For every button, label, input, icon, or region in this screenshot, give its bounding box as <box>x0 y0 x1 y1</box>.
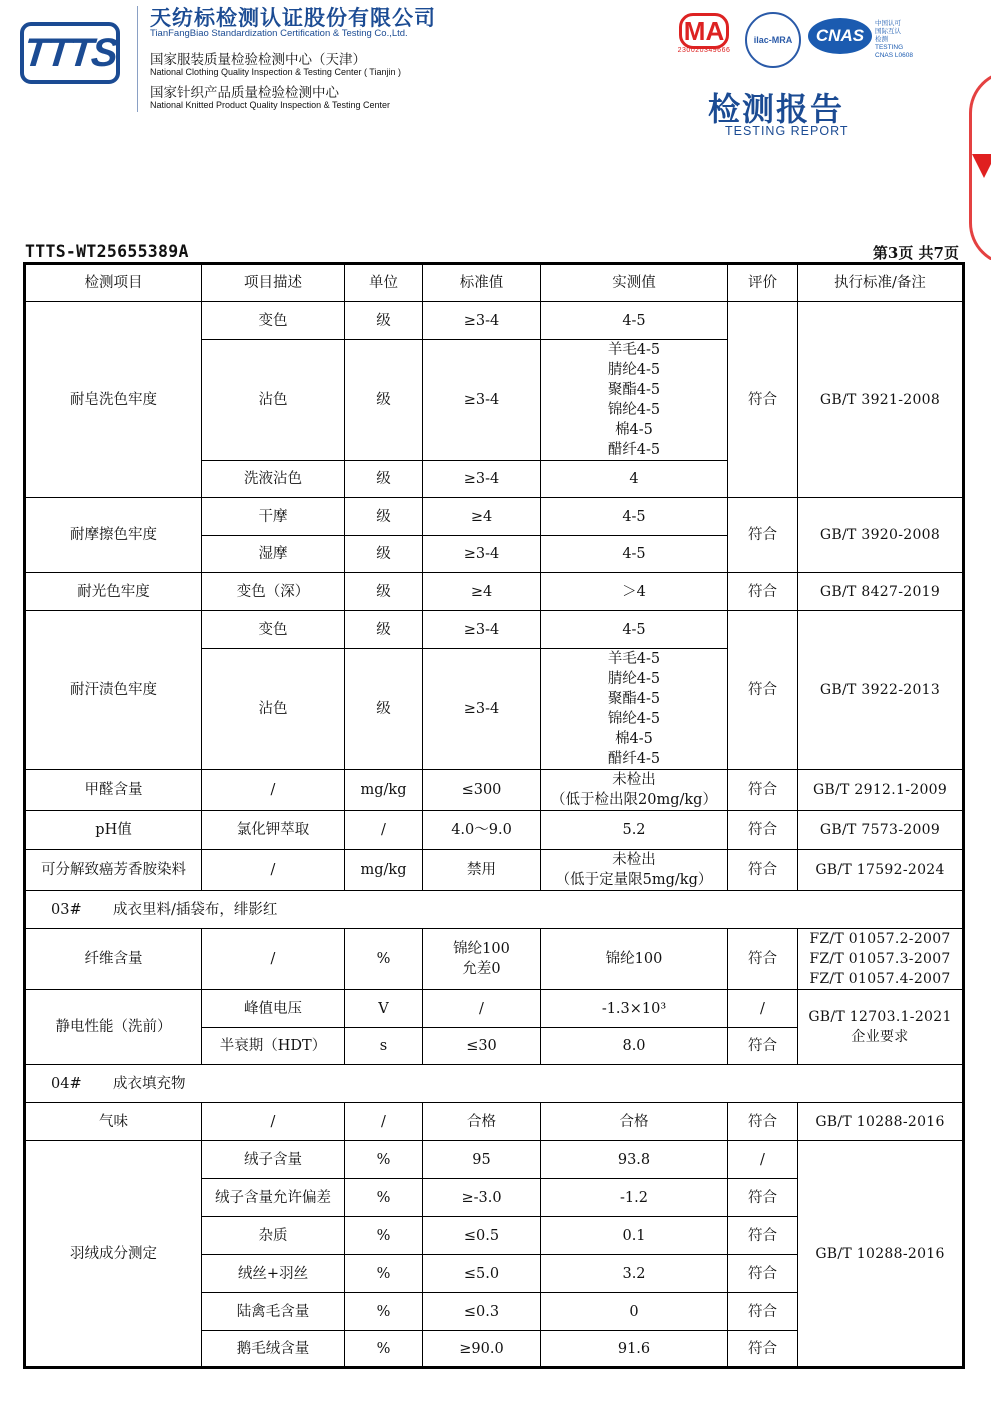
page-number: 第3页 共7页 <box>872 244 959 262</box>
eval-cell: 符合 <box>728 1179 798 1217</box>
std-cell: ≥-3.0 <box>423 1179 541 1217</box>
report-title-cn: 检测报告 <box>708 90 845 128</box>
center2-name-en: National Knitted Product Quality Inspection & Testing Center <box>150 100 390 110</box>
unit-cell: s <box>345 1028 423 1065</box>
value-cell: 4 <box>541 461 728 498</box>
results-table <box>23 262 965 1369</box>
table-row <box>25 573 964 611</box>
col-header: 评价 <box>728 264 798 302</box>
desc-cell: 变色 <box>202 302 345 340</box>
table-row <box>25 770 964 811</box>
value-cell: 4-5 <box>541 302 728 340</box>
value-cell: 未检出 （低于定量限5mg/kg） <box>541 850 728 891</box>
unit-cell: 级 <box>345 302 423 340</box>
desc-cell: 绒子含量允许偏差 <box>202 1179 345 1217</box>
eval-cell: 符合 <box>728 1293 798 1331</box>
eval-cell: 符合 <box>728 811 798 850</box>
desc-cell: 湿摩 <box>202 536 345 573</box>
desc-cell: 半衰期（HDT） <box>202 1028 345 1065</box>
cnas-text <box>875 20 913 60</box>
unit-cell: 级 <box>345 461 423 498</box>
eval-cell: 符合 <box>728 611 798 770</box>
desc-cell: 变色（深） <box>202 573 345 611</box>
value-cell: 5.2 <box>541 811 728 850</box>
unit-cell: % <box>345 1217 423 1255</box>
table-header-row <box>25 264 964 302</box>
table-row <box>25 498 964 536</box>
standard-cell: GB/T 8427-2019 <box>798 573 964 611</box>
std-cell: ≤300 <box>423 770 541 811</box>
cnas-logo <box>808 18 872 54</box>
eval-cell: 符合 <box>728 850 798 891</box>
value-cell: 0.1 <box>541 1217 728 1255</box>
unit-cell: % <box>345 1255 423 1293</box>
std-cell: ≥4 <box>423 498 541 536</box>
std-cell: 合格 <box>423 1103 541 1141</box>
std-cell: ≥3-4 <box>423 611 541 649</box>
item-cell: 耐摩擦色牢度 <box>25 498 202 573</box>
std-cell: ≥3-4 <box>423 302 541 340</box>
desc-cell: 变色 <box>202 611 345 649</box>
col-header: 标准值 <box>423 264 541 302</box>
table-row <box>25 811 964 850</box>
cma-cert-logo <box>673 18 735 54</box>
col-header: 执行标准/备注 <box>798 264 964 302</box>
unit-cell: / <box>345 811 423 850</box>
seal-stamp <box>966 70 991 260</box>
ilac-text: ilac-MRA <box>753 35 793 45</box>
eval-cell: 符合 <box>728 498 798 573</box>
standard-cell: GB/T 3922-2013 <box>798 611 964 770</box>
desc-cell: 陆禽毛含量 <box>202 1293 345 1331</box>
item-cell: 纤维含量 <box>25 929 202 990</box>
eval-cell: / <box>728 1141 798 1179</box>
section-title-cell <box>25 1065 964 1103</box>
value-cell: 93.8 <box>541 1141 728 1179</box>
std-cell: ≥90.0 <box>423 1331 541 1368</box>
unit-cell: 级 <box>345 611 423 649</box>
value-cell: 4-5 <box>541 611 728 649</box>
center1-name-cn: 国家服装质量检验检测中心（天津） <box>150 52 366 67</box>
std-cell: / <box>423 990 541 1028</box>
unit-cell: 级 <box>345 573 423 611</box>
value-cell: 91.6 <box>541 1331 728 1368</box>
value-cell: 合格 <box>541 1103 728 1141</box>
desc-cell: 杂质 <box>202 1217 345 1255</box>
standard-cell: GB/T 3921-2008 <box>798 302 964 498</box>
unit-cell: 级 <box>345 498 423 536</box>
standard-cell: FZ/T 01057.2-2007 FZ/T 01057.3-2007 FZ/T 01057.4-2007 <box>798 929 964 990</box>
section-title: 成衣里料/插袋布，绯影红 <box>113 901 278 918</box>
std-cell: 锦纶100 允差0 <box>423 929 541 990</box>
col-header: 检测项目 <box>25 264 202 302</box>
desc-cell: 峰值电压 <box>202 990 345 1028</box>
value-cell: 0 <box>541 1293 728 1331</box>
col-header: 实测值 <box>541 264 728 302</box>
cnas-line: 检测 <box>875 36 888 43</box>
eval-cell: 符合 <box>728 1331 798 1368</box>
item-cell: 气味 <box>25 1103 202 1141</box>
unit-cell: % <box>345 1179 423 1217</box>
section-title: 成衣填充物 <box>113 1075 186 1092</box>
value-cell: 4-5 <box>541 536 728 573</box>
col-header: 单位 <box>345 264 423 302</box>
cnas-line: TESTING <box>875 44 904 51</box>
section-code: 04# <box>51 1075 82 1092</box>
desc-cell: 沾色 <box>202 340 345 461</box>
company-logo <box>20 22 120 84</box>
std-cell: 禁用 <box>423 850 541 891</box>
item-cell: 耐光色牢度 <box>25 573 202 611</box>
cma-mark: MA <box>679 13 729 49</box>
unit-cell: V <box>345 990 423 1028</box>
desc-cell: 洗液沾色 <box>202 461 345 498</box>
std-cell: 4.0～9.0 <box>423 811 541 850</box>
ilac-mra-logo <box>745 12 801 68</box>
standard-cell: GB/T 12703.1-2021 企业要求 <box>798 990 964 1065</box>
desc-cell: 沾色 <box>202 649 345 770</box>
standard-cell: GB/T 10288-2016 <box>798 1141 964 1368</box>
table-row <box>25 611 964 649</box>
unit-cell: 级 <box>345 649 423 770</box>
eval-cell: 符合 <box>728 1217 798 1255</box>
table-row <box>25 990 964 1028</box>
report-id: TTTS-WT25655389A <box>25 242 189 261</box>
value-cell: -1.3×10³ <box>541 990 728 1028</box>
eval-cell: / <box>728 990 798 1028</box>
value-cell: 锦纶100 <box>541 929 728 990</box>
item-cell: pH值 <box>25 811 202 850</box>
table-row <box>25 850 964 891</box>
item-cell: 耐皂洗色牢度 <box>25 302 202 498</box>
value-cell: -1.2 <box>541 1179 728 1217</box>
unit-cell: / <box>345 1103 423 1141</box>
desc-cell: / <box>202 850 345 891</box>
std-cell: ≥3-4 <box>423 536 541 573</box>
unit-cell: % <box>345 929 423 990</box>
center2-name-cn: 国家针织产品质量检验检测中心 <box>150 85 339 100</box>
table-row <box>25 1141 964 1179</box>
eval-cell: 符合 <box>728 573 798 611</box>
std-cell: ≥3-4 <box>423 461 541 498</box>
desc-cell: / <box>202 1103 345 1141</box>
unit-cell: mg/kg <box>345 850 423 891</box>
section-row <box>25 1065 964 1103</box>
unit-cell: 级 <box>345 340 423 461</box>
desc-cell: / <box>202 929 345 990</box>
standard-cell: GB/T 2912.1-2009 <box>798 770 964 811</box>
company-name-cn: 天纺标检测认证股份有限公司 <box>150 7 436 30</box>
logo-text: TTTS <box>21 30 119 75</box>
value-cell: 4-5 <box>541 498 728 536</box>
eval-cell: 符合 <box>728 929 798 990</box>
table-row <box>25 929 964 990</box>
standard-cell: GB/T 17592-2024 <box>798 850 964 891</box>
item-cell: 静电性能（洗前） <box>25 990 202 1065</box>
std-cell: 95 <box>423 1141 541 1179</box>
value-cell: 8.0 <box>541 1028 728 1065</box>
section-code: 03# <box>51 901 82 918</box>
section-row <box>25 891 964 929</box>
std-cell: ≤30 <box>423 1028 541 1065</box>
cnas-logo-text: CNAS <box>815 26 865 45</box>
center1-name-en: National Clothing Quality Inspection & Testing Center ( Tianjin ) <box>150 67 401 77</box>
item-cell: 耐汗渍色牢度 <box>25 611 202 770</box>
unit-cell: % <box>345 1331 423 1368</box>
value-cell: 羊毛4-5 腈纶4-5 聚酯4-5 锦纶4-5 棉4-5 醋纤4-5 <box>541 649 728 770</box>
value-cell: ＞4 <box>541 573 728 611</box>
standard-cell: GB/T 7573-2009 <box>798 811 964 850</box>
eval-cell: 符合 <box>728 770 798 811</box>
cnas-line: CNAS L0608 <box>875 52 913 59</box>
section-title-cell <box>25 891 964 929</box>
unit-cell: % <box>345 1141 423 1179</box>
standard-cell: GB/T 10288-2016 <box>798 1103 964 1141</box>
table-row <box>25 302 964 340</box>
eval-cell: 符合 <box>728 1103 798 1141</box>
std-cell: ≥3-4 <box>423 340 541 461</box>
item-cell: 羽绒成分测定 <box>25 1141 202 1368</box>
desc-cell: 干摩 <box>202 498 345 536</box>
eval-cell: 符合 <box>728 1028 798 1065</box>
cnas-line: 国际互认 <box>875 28 901 35</box>
value-cell: 羊毛4-5 腈纶4-5 聚酯4-5 锦纶4-5 棉4-5 醋纤4-5 <box>541 340 728 461</box>
cma-number: 230020349666 <box>677 47 731 54</box>
cnas-line: 中国认可 <box>875 20 901 27</box>
std-cell: ≥3-4 <box>423 649 541 770</box>
desc-cell: 氯化钾萃取 <box>202 811 345 850</box>
standard-cell: GB/T 3920-2008 <box>798 498 964 573</box>
desc-cell: 鹅毛绒含量 <box>202 1331 345 1368</box>
eval-cell: 符合 <box>728 302 798 498</box>
desc-cell: 绒丝+羽丝 <box>202 1255 345 1293</box>
std-cell: ≤5.0 <box>423 1255 541 1293</box>
item-cell: 甲醛含量 <box>25 770 202 811</box>
eval-cell: 符合 <box>728 1255 798 1293</box>
report-title-en: TESTING REPORT <box>725 124 849 138</box>
unit-cell: % <box>345 1293 423 1331</box>
header-divider <box>137 6 138 112</box>
table-row <box>25 1103 964 1141</box>
unit-cell: mg/kg <box>345 770 423 811</box>
value-cell: 未检出 （低于检出限20mg/kg） <box>541 770 728 811</box>
std-cell: ≤0.5 <box>423 1217 541 1255</box>
item-cell: 可分解致癌芳香胺染料 <box>25 850 202 891</box>
value-cell: 3.2 <box>541 1255 728 1293</box>
unit-cell: 级 <box>345 536 423 573</box>
desc-cell: 绒子含量 <box>202 1141 345 1179</box>
col-header: 项目描述 <box>202 264 345 302</box>
std-cell: ≥4 <box>423 573 541 611</box>
desc-cell: / <box>202 770 345 811</box>
std-cell: ≤0.3 <box>423 1293 541 1331</box>
company-name-en: TianFangBiao Standardization Certification & Testing Co.,Ltd. <box>150 28 408 39</box>
